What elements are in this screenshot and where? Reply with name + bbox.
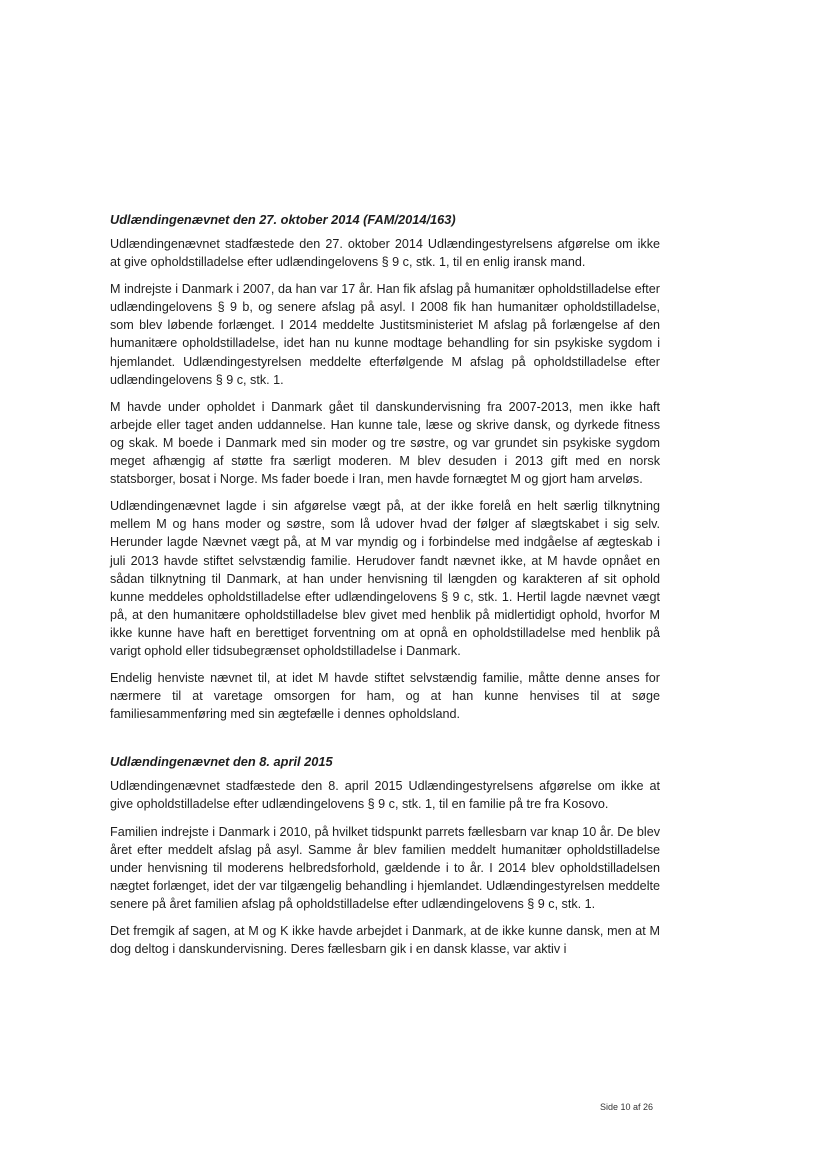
paragraph: M havde under opholdet i Danmark gået til danskundervisning fra 2007-2013, men ikke haft arbejde eller taget anden uddannelse. Han kunne tale, læse og skrive dansk, og dyrkede fitness og skak. M boede i Danmark med sin moder og tre søstre, og var grundet sin psykiske sygdom meget afhængig af støtte fra særligt moderen. M blev desuden i 2013 gift med en norsk statsborger, bosat i Norge. Ms fader boede i Iran, men havde fornægtet M og gjort ham arveløs. [110, 399, 660, 487]
page-content [110, 211, 660, 967]
paragraph: Endelig henviste nævnet til, at idet M havde stiftet selvstændig familie, måtte denne anses for nærmere til at varetage omsorgen for ham, og at han kunne henvises til at søge familiesammenføring med sin ægtefælle i dennes opholdsland. [110, 671, 660, 722]
paragraph: M indrejste i Danmark i 2007, da han var 17 år. Han fik afslag på humanitær opholdstilladelse efter udlændingelovens § 9 b, og senere afslag på asyl. I 2008 fik han humanitær opholdstilladelse, som blev løbende forlænget. I 2014 meddelte Justitsministeriet M afslag på forlængelse af den humanitære opholdstilladelse, idet han nu kunne modtage behandling for sin psykiske sygdom i hjemlandet. Udlændingestyrelsen meddelte efterfølgende M afslag på opholdstilladelse efter udlændingelovens § 9 c, stk. 1. [110, 282, 660, 387]
paragraph: Udlændingenævnet stadfæstede den 27. oktober 2014 Udlændingestyrelsens afgørelse om ikke at give opholdstilladelse efter udlændingelovens § 9 c, stk. 1, til en enlig iransk mand. [110, 237, 660, 270]
paragraph: Udlændingenævnet lagde i sin afgørelse vægt på, at der ikke forelå en helt særlig tilknytning mellem M og hans moder og søstre, som lå udover hvad der følger af slægtskabet i sig selv. Herunder lagde Nævnet vægt på, at M var myndig og i forbindelse med indgåelse af ægteskab i juli 2013 havde stiftet selvstændig familie. Herudover fandt nævnet ikke, at M havde opnået en sådan tilknytning til Danmark, at han under henvisning til længden og karakteren af sit ophold kunne meddeles opholdstilladelse efter udlændingelovens § 9 c, stk. 1. Hertil lagde nævnet vægt på, at den humanitære opholdstilladelse blev givet med henblik på midlertidigt ophold, hvorfor M ikke kunne have haft en berettiget forventning om at opnå en opholdstilladelse med henblik på varigt ophold eller tidsubegrænset opholdstilladelse i Danmark. [110, 499, 660, 658]
section-heading: Udlændingenævnet den 8. april 2015 [110, 754, 333, 770]
decision-section-2015 [110, 753, 660, 958]
paragraph: Udlændingenævnet stadfæstede den 8. april 2015 Udlændingestyrelsens afgørelse om ikke at give opholdstilladelse efter udlændingelovens § 9 c, stk. 1, til en familie på tre fra Kosovo. [110, 779, 660, 812]
paragraph: Det fremgik af sagen, at M og K ikke havde arbejdet i Danmark, at de ikke kunne dansk, men at M dog deltog i danskundervisning. Deres fællesbarn gik i en dansk klasse, var aktiv i [110, 924, 660, 957]
page-number: Side 10 af 26 [600, 1102, 654, 1112]
decision-section-2014 [110, 211, 660, 723]
section-heading: Udlændingenævnet den 27. oktober 2014 (FAM/2014/163) [110, 212, 456, 227]
paragraph: Familien indrejste i Danmark i 2010, på hvilket tidspunkt parrets fællesbarn var knap 10 år. De blev året efter meddelt afslag på asyl. Samme år blev familien meddelt humanitær opholdstilladelse under henvisning til moderens helbredsforhold, gældende i to år. I 2014 blev opholdstilladelsen nægtet forlænget, idet der var tilgængelig behandling i hjemlandet. Udlændingestyrelsen meddelte senere på året familien afslag på opholdstilladelse efter udlændingelovens § 9 c, stk. 1. [110, 824, 660, 911]
